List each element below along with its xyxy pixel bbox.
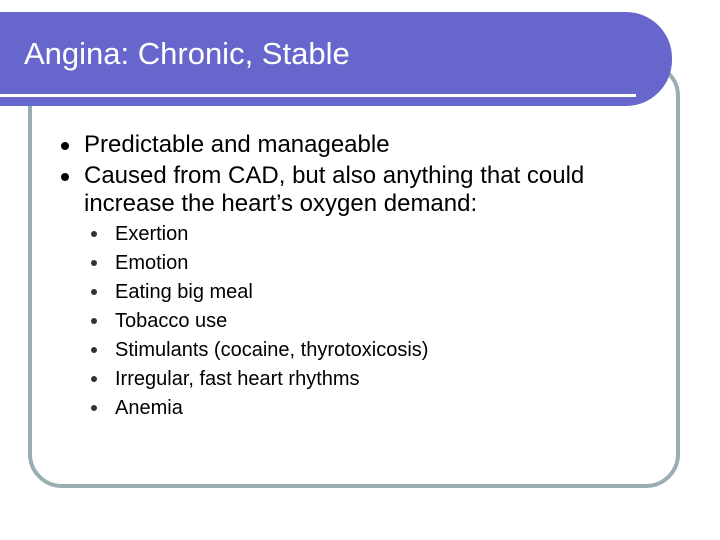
sub-bullet-dot-icon [91,347,97,353]
slide-title: Angina: Chronic, Stable [24,36,350,71]
bullet-item: Predictable and manageable [84,131,390,158]
bullet-item: Caused from CAD, but also anything that could [84,162,585,189]
sub-bullet-item: Irregular, fast heart rhythms [115,368,360,390]
sub-bullet-dot-icon [91,289,97,295]
bullet-item-continuation: increase the heart’s oxygen demand: [84,190,478,217]
sub-bullet-item: Emotion [115,252,189,274]
bullet-dot-icon [61,142,69,150]
sub-bullet-item: Exertion [115,223,189,245]
sub-bullet-item: Eating big meal [115,281,253,303]
bullet-dot-icon [61,173,69,181]
sub-bullet-dot-icon [91,376,97,382]
sub-bullet-dot-icon [91,318,97,324]
sub-bullet-dot-icon [91,231,97,237]
sub-bullet-item: Tobacco use [115,310,228,332]
sub-bullet-item: Anemia [115,397,183,419]
sub-bullet-dot-icon [91,260,97,266]
sub-bullet-dot-icon [91,405,97,411]
sub-bullet-item: Stimulants (cocaine, thyrotoxicosis) [115,339,429,361]
